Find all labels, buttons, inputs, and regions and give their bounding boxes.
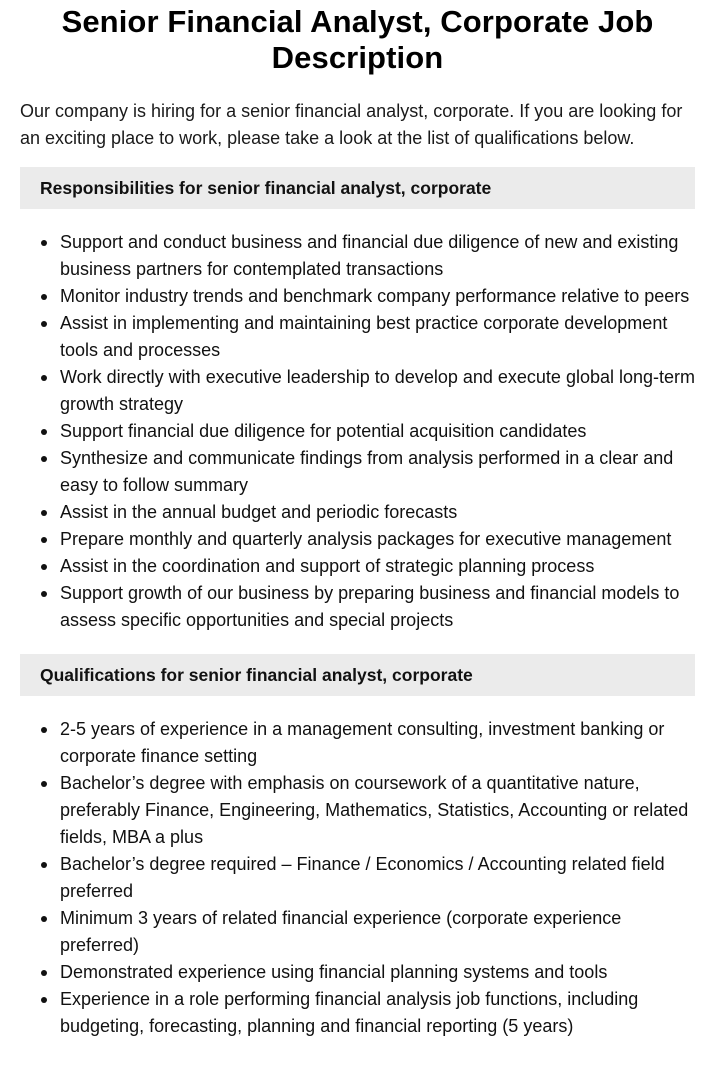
list-item: Synthesize and communicate findings from analysis performed in a clear and easy to follow summary xyxy=(20,445,695,499)
list-item: Minimum 3 years of related financial experience (corporate experience preferred) xyxy=(20,905,695,959)
list-item: Demonstrated experience using financial planning systems and tools xyxy=(20,959,695,986)
list-item: Assist in the annual budget and periodic forecasts xyxy=(20,499,695,526)
list-item: Work directly with executive leadership to develop and execute global long-term growth strategy xyxy=(20,364,695,418)
list-item: Support growth of our business by preparing business and financial models to assess specific opportunities and special projects xyxy=(20,580,695,634)
intro-paragraph: Our company is hiring for a senior financial analyst, corporate. If you are looking for an exciting place to work, please take a look at the list of qualifications below. xyxy=(20,101,683,148)
list-item: Prepare monthly and quarterly analysis packages for executive management xyxy=(20,526,695,553)
responsibilities-heading: Responsibilities for senior financial analyst, corporate xyxy=(20,167,695,209)
list-item: Bachelor’s degree with emphasis on coursework of a quantitative nature, preferably Finance, Engineering, Mathematics, Statistics, Accounting or related fields, MBA a plus xyxy=(20,770,695,851)
list-item: Bachelor’s degree required – Finance / Economics / Accounting related field preferred xyxy=(20,851,695,905)
page-title: Senior Financial Analyst, Corporate Job Description xyxy=(61,4,654,75)
list-item: 2-5 years of experience in a management consulting, investment banking or corporate finance setting xyxy=(20,716,695,770)
qualifications-heading: Qualifications for senior financial analyst, corporate xyxy=(20,654,695,696)
list-item: Support and conduct business and financial due diligence of new and existing business partners for contemplated transactions xyxy=(20,229,695,283)
list-item: Assist in the coordination and support of strategic planning process xyxy=(20,553,695,580)
list-item: Assist in implementing and maintaining best practice corporate development tools and processes xyxy=(20,310,695,364)
list-item: Monitor industry trends and benchmark company performance relative to peers xyxy=(20,283,695,310)
responsibilities-list xyxy=(20,229,695,634)
list-item: Experience in a role performing financial analysis job functions, including budgeting, forecasting, planning and financial reporting (5 years) xyxy=(20,986,695,1040)
list-item: Support financial due diligence for potential acquisition candidates xyxy=(20,418,695,445)
qualifications-list xyxy=(20,716,695,1040)
